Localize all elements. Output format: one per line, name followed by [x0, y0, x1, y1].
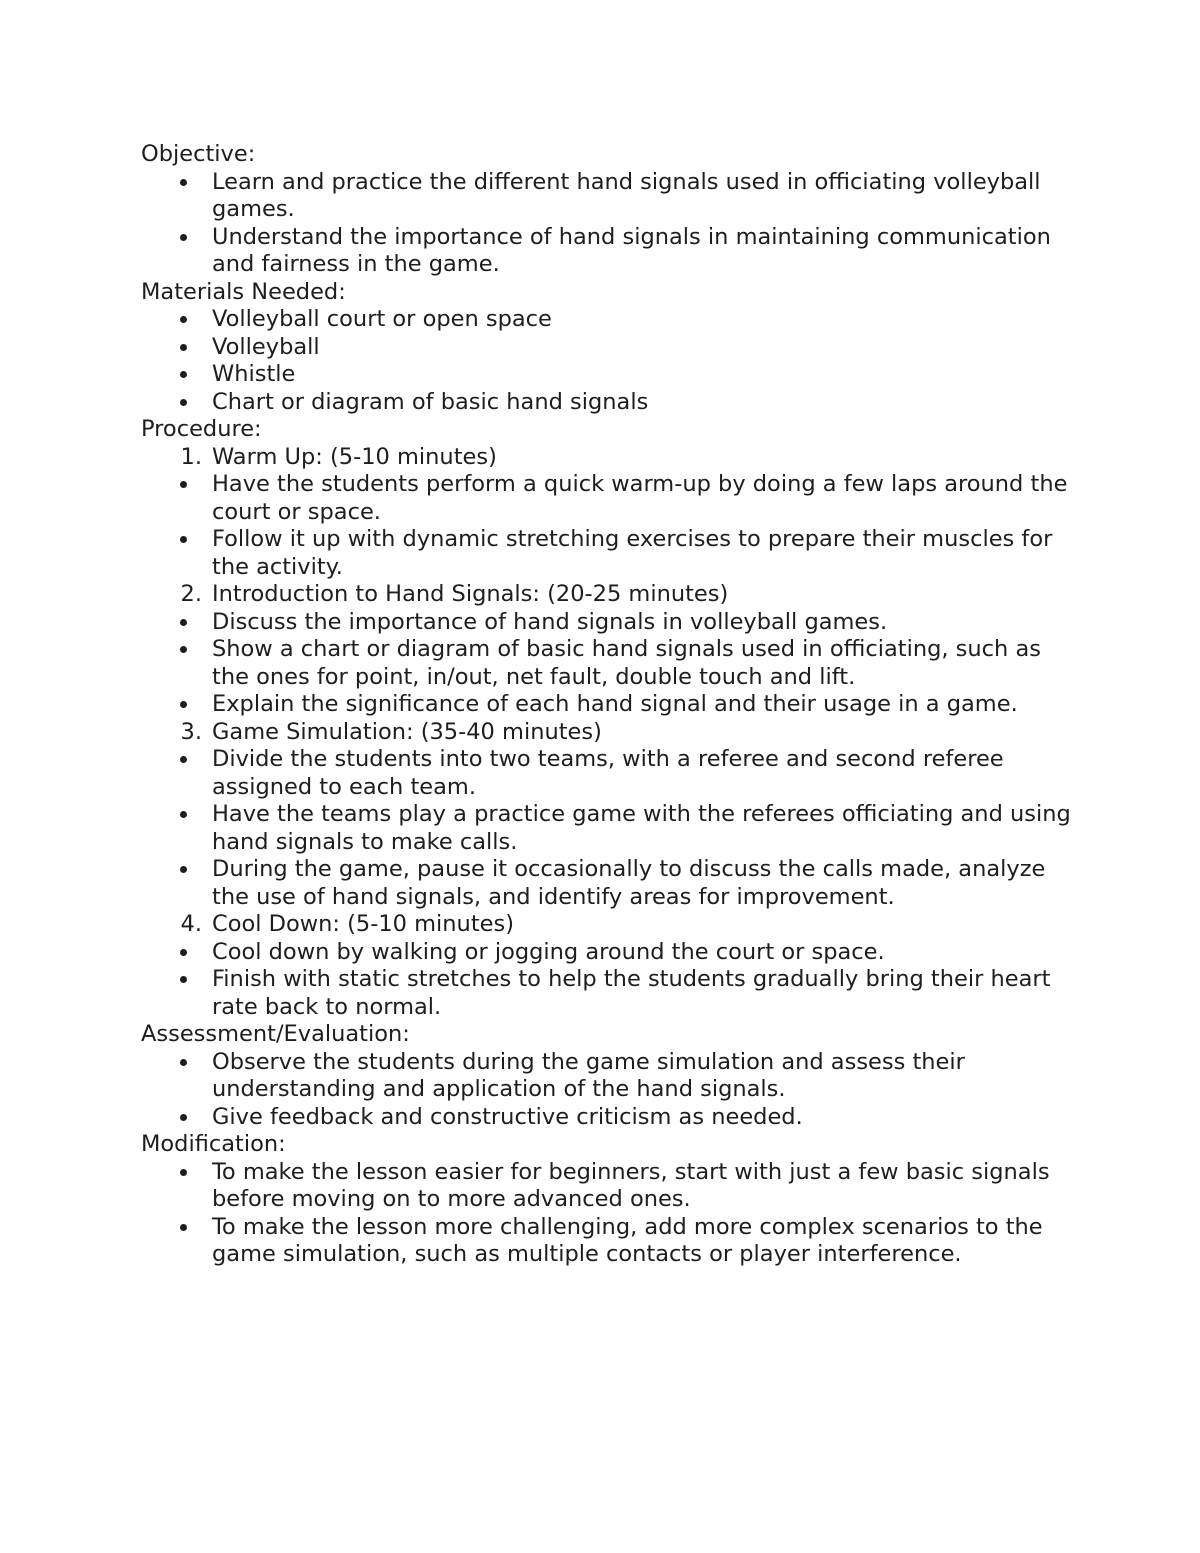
- procedure-step: [141, 581, 1071, 609]
- assessment-list: [141, 1049, 1071, 1132]
- step-number: 3.: [180, 718, 202, 745]
- bullet-icon: [141, 939, 187, 967]
- list-item: [141, 746, 1071, 801]
- bullet-icon: [141, 966, 187, 994]
- bullet-icon: [141, 691, 187, 719]
- list-item: [141, 939, 1071, 967]
- list-item: [141, 306, 1071, 334]
- list-item: [141, 801, 1071, 856]
- list-item: [141, 361, 1071, 389]
- list-item-text: To make the lesson easier for beginners, start with just a few basic signals before moving on to more advanced ones.: [212, 1158, 1050, 1212]
- list-item-text: Follow it up with dynamic stretching exercises to prepare their muscles for the activity.: [212, 526, 1053, 580]
- step-title: Cool Down: (5-10 minutes): [212, 911, 514, 937]
- procedure-step: [141, 719, 1071, 747]
- objective-list: [141, 169, 1071, 279]
- step-number: 1.: [180, 443, 202, 470]
- bullet-icon: [141, 1159, 187, 1187]
- list-item-text: To make the lesson more challenging, add more complex scenarios to the game simulation, such as multiple contacts or player interference.: [212, 1213, 1043, 1267]
- procedure-step: [141, 444, 1071, 472]
- objective-heading: Objective:: [141, 141, 256, 167]
- list-item: [141, 526, 1071, 581]
- bullet-icon: [141, 636, 187, 664]
- bullet-icon: [141, 389, 187, 417]
- list-item: [141, 1214, 1071, 1269]
- list-item-text: Explain the significance of each hand signal and their usage in a game.: [212, 691, 1018, 717]
- list-item: [141, 224, 1071, 279]
- bullet-icon: [141, 856, 187, 884]
- list-item-text: Show a chart or diagram of basic hand signals used in officiating, such as the ones for point, in/out, net fault, double touch and lift.: [212, 636, 1041, 690]
- bullet-icon: [141, 609, 187, 637]
- list-item: [141, 856, 1071, 911]
- list-item-text: Volleyball court or open space: [212, 306, 552, 332]
- assessment-heading: Assessment/Evaluation:: [141, 1021, 410, 1047]
- list-item-text: During the game, pause it occasionally to discuss the calls made, analyze the use of hand signals, and identify areas for improvement.: [212, 856, 1046, 910]
- list-item-text: Chart or diagram of basic hand signals: [212, 388, 649, 415]
- list-item-text: Discuss the importance of hand signals in volleyball games.: [212, 608, 888, 635]
- step-title: Warm Up: (5-10 minutes): [212, 443, 497, 470]
- list-item-text: Whistle: [212, 361, 296, 387]
- list-item-text: Have the students perform a quick warm-up by doing a few laps around the court or space.: [212, 471, 1068, 525]
- list-item: [141, 1104, 1071, 1132]
- step-number: 2.: [180, 581, 202, 607]
- list-item: [141, 1159, 1071, 1214]
- step-number: 4.: [180, 911, 202, 937]
- bullet-icon: [141, 801, 187, 829]
- bullet-icon: [141, 306, 187, 334]
- document-page: [141, 141, 1071, 1269]
- bullet-icon: [141, 471, 187, 499]
- list-item: [141, 609, 1071, 637]
- bullet-icon: [141, 169, 187, 197]
- bullet-icon: [141, 224, 187, 252]
- bullet-icon: [141, 1104, 187, 1132]
- modification-list: [141, 1159, 1071, 1269]
- list-item: [141, 966, 1071, 1021]
- procedure-heading: Procedure:: [141, 416, 262, 442]
- modification-heading: Modification:: [141, 1131, 286, 1157]
- step-title: Game Simulation: (35-40 minutes): [212, 718, 602, 745]
- bullet-icon: [141, 526, 187, 554]
- bullet-icon: [141, 361, 187, 389]
- bullet-icon: [141, 1049, 187, 1077]
- list-item-text: Have the teams play a practice game with the referees officiating and using hand signals to make calls.: [212, 801, 1071, 855]
- list-item-text: Divide the students into two teams, with a referee and second referee assigned to each team.: [212, 746, 1004, 800]
- materials-list: [141, 306, 1071, 416]
- list-item-text: Volleyball: [212, 333, 320, 360]
- list-item: [141, 1049, 1071, 1104]
- list-item: [141, 471, 1071, 526]
- list-item-text: Give feedback and constructive criticism as needed.: [212, 1103, 803, 1130]
- bullet-icon: [141, 1214, 187, 1242]
- list-item: [141, 334, 1071, 362]
- list-item: [141, 169, 1071, 224]
- list-item: [141, 691, 1071, 719]
- list-item-text: Learn and practice the different hand signals used in officiating volleyball games.: [212, 168, 1041, 222]
- list-item-text: Cool down by walking or jogging around the court or space.: [212, 938, 885, 965]
- list-item: [141, 389, 1071, 417]
- procedure-step: [141, 911, 1071, 939]
- bullet-icon: [141, 334, 187, 362]
- step-title: Introduction to Hand Signals: (20-25 minutes): [212, 581, 729, 607]
- list-item-text: Understand the importance of hand signals in maintaining communication and fairness in the game.: [212, 223, 1051, 277]
- list-item-text: Observe the students during the game simulation and assess their understanding and application of the hand signals.: [212, 1048, 965, 1102]
- list-item: [141, 636, 1071, 691]
- list-item-text: Finish with static stretches to help the students gradually bring their heart rate back to normal.: [212, 966, 1051, 1020]
- bullet-icon: [141, 746, 187, 774]
- procedure-list: [141, 444, 1071, 1022]
- materials-heading: Materials Needed:: [141, 278, 346, 305]
